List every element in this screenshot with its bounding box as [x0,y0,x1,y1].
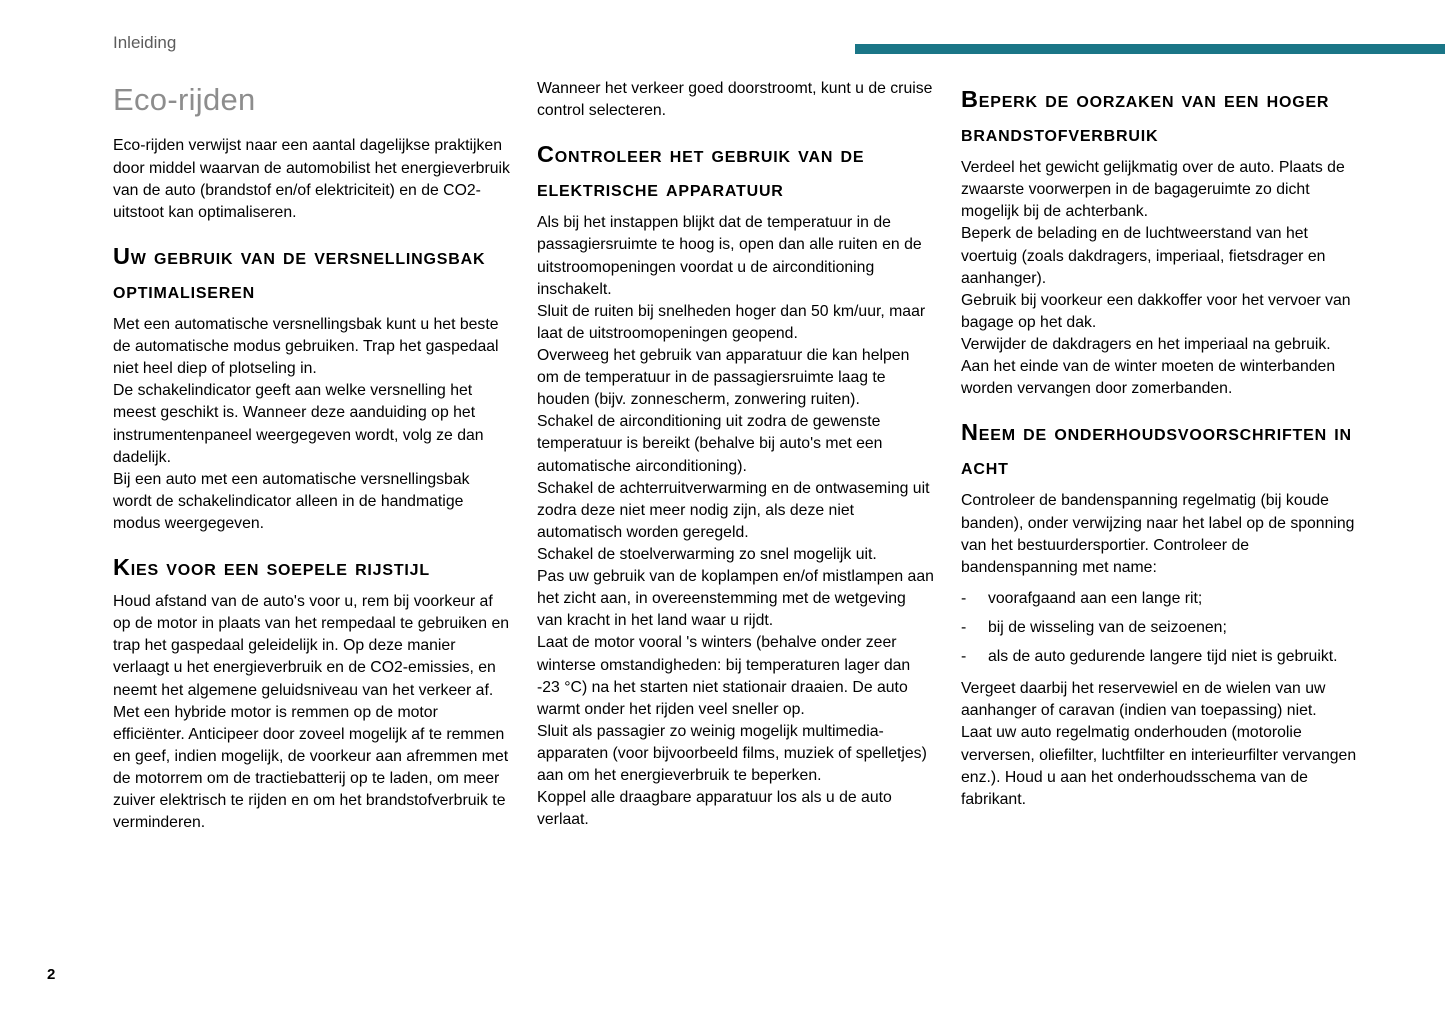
paragraph: Schakel de achterruitverwarming en de ontwaseming uit zodra deze niet meer nodig zijn, als deze niet automatisch worden geregeld. [537,479,930,541]
paragraph: Als bij het instappen blijkt dat de temperatuur in de passagiersruimte te hoog is, open dan alle ruiten en de uitstroomopeningen voordat u de airconditioning inschakelt. [537,214,922,298]
bullet-dash: - [961,589,967,607]
column-right [961,78,1359,834]
section-heading-electrical-equipment: Controleer het gebruik van de elektrische apparatuur [537,141,865,202]
section-heading-maintenance: Neem de onderhoudsvoorschriften in acht [961,419,1352,480]
bullet-dash: - [961,619,967,636]
paragraph: Aan het einde van de winter moeten de winterbanden worden vervangen door zomerbanden. [961,358,1336,398]
paragraph: Bij een auto met een automatische versnellingsbak wordt de schakelindicator alleen in de handmatige modus weergegeven. [113,470,470,532]
chapter-label: Inleiding [113,33,177,52]
content-columns [113,78,1360,834]
paragraph: Beperk de belading en de luchtweerstand van het voertuig (zoals dakdragers, imperiaal, fietsdrager en aanhanger). [961,225,1326,287]
page-number: 2 [47,966,56,983]
tyre-check-list [961,588,1359,668]
column-left [113,78,510,834]
list-item-text: als de auto gedurende langere tijd niet is gebruikt. [988,648,1338,666]
paragraph: Overweeg het gebruik van apparatuur die kan helpen om de temperatuur in de passagiersruimte laag te houden (bijv. zonnescherm, zonwering ruiten). [537,347,910,409]
list-item-text: voorafgaand aan een lange rit; [988,589,1203,607]
paragraph: Laat de motor vooral 's winters (behalve onder zeer winterse omstandigheden: bij temperaturen lager dan -23 °C) na het starten niet stationair draaien. De auto warmt onder het rijden veel sneller op. [537,634,911,718]
paragraph: Wanneer het verkeer goed doorstroomt, kunt u de cruise control selecteren. [537,80,933,120]
section-heading-fuel-consumption: Beperk de oorzaken van een hoger brandstofverbruik [961,86,1330,147]
paragraph: Pas uw gebruik van de koplampen en/of mistlampen aan het zicht aan, in overeenstemming met de wetgeving van kracht in het land waar u rijdt. [537,568,934,630]
column-middle [537,78,934,834]
list-item [961,646,1359,668]
bullet-dash: - [961,648,967,666]
list-item [961,617,1359,639]
paragraph: Schakel de airconditioning uit zodra de gewenste temperatuur is bereikt (behalve bij auto's met een automatische airconditioning). [537,413,883,475]
section-heading-gearbox: Uw gebruik van de versnellingsbak optimaliseren [113,242,486,303]
paragraph: Controleer de bandenspanning regelmatig (bij koude banden), onder verwijzing naar het label op de sponning van het bestuurdersportier. Controleer de bandenspanning met name: [961,492,1355,576]
paragraph: Verwijder de dakdragers en het imperiaal na gebruik. [961,336,1331,353]
page-title: Eco-rijden [113,82,256,117]
section-heading-driving-style: Kies voor een soepele rijstijl [113,554,430,581]
list-item-text: bij de wisseling van de seizoenen; [988,619,1227,636]
paragraph: Met een automatische versnellingsbak kunt u het beste de automatische modus gebruiken. Trap het gaspedaal niet heel diep of plotseling in. [113,315,499,378]
intro-paragraph: Eco-rijden verwijst naar een aantal dagelijkse praktijken door middel waarvan de automobilist het energieverbruik van de auto (brandstof en/of elektriciteit) en de CO2-uitstoot kan optimaliseren. [113,137,510,221]
paragraph: Verdeel het gewicht gelijkmatig over de auto. Plaats de zwaarste voorwerpen in de bagageruimte zo dicht mogelijk bij de achterbank. [961,159,1345,221]
paragraph: Houd afstand van de auto's voor u, rem bij voorkeur af op de motor in plaats van het rempedaal te gebruiken en trap het gaspedaal geleidelijk in. Op deze manier verlaagt u het energieverbruik en de CO2-emissies, en neemt het algemene geluidsniveau van het verkeer af. [113,593,510,699]
accent-bar [855,44,1445,54]
paragraph: Sluit als passagier zo weinig mogelijk multimedia-apparaten (voor bijvoorbeeld films, muziek of spelletjes) aan om het energieverbruik te beperken. [537,722,927,785]
paragraph: Met een hybride motor is remmen op de motor efficiënter. Anticipeer door zoveel mogelijk af te remmen en geef, indien mogelijk, de voorkeur aan afremmen met de motorrem om de tractiebatterij op te laden, om meer zuiver elektrisch te rijden en om het brandstofverbruik te verminderen. [113,703,509,832]
paragraph: Sluit de ruiten bij snelheden hoger dan 50 km/uur, maar laat de uitstroomopeningen geopend. [537,302,926,342]
paragraph: Gebruik bij voorkeur een dakkoffer voor het vervoer van bagage op het dak. [961,291,1351,331]
paragraph: Vergeet daarbij het reservewiel en de wielen van uw aanhanger of caravan (indien van toepassing) niet. [961,680,1326,720]
list-item [961,588,1359,610]
paragraph: Koppel alle draagbare apparatuur los als u de auto verlaat. [537,789,892,829]
paragraph: Schakel de stoelverwarming zo snel mogelijk uit. [537,545,877,563]
paragraph: Laat uw auto regelmatig onderhouden (motorolie verversen, oliefilter, luchtfilter en interieurfilter vervangen enz.). Houd u aan het onderhoudsschema van de fabrikant. [961,724,1357,808]
paragraph: De schakelindicator geeft aan welke versnelling het meest geschikt is. Wanneer deze aanduiding op het instrumentenpaneel weergegeven wordt, volg ze dan dadelijk. [113,382,484,466]
